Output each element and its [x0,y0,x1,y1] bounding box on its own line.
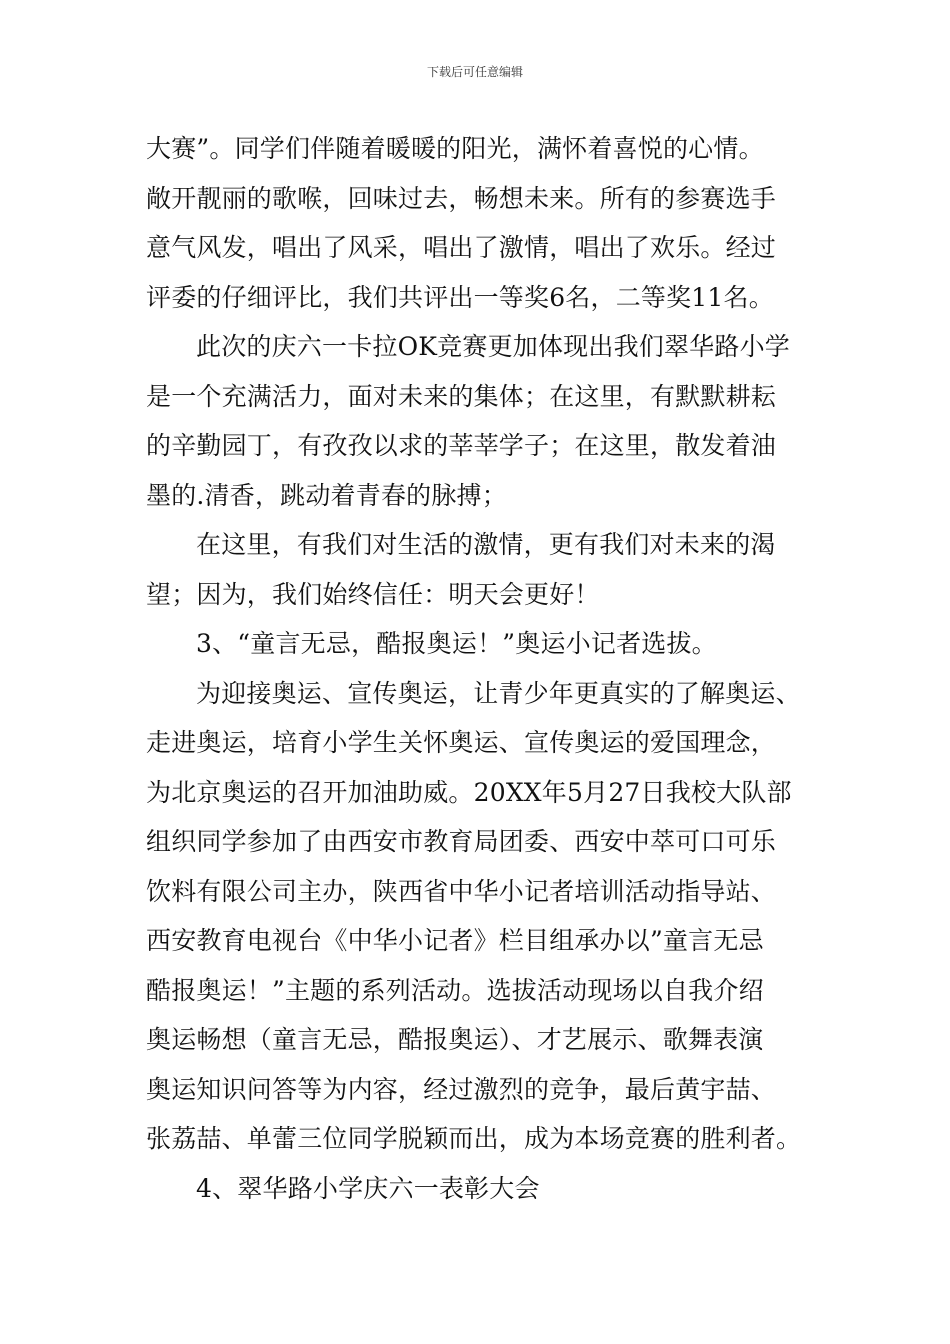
text-line: 大赛”。同学们伴随着暖暖的阳光，满怀着喜悦的心情。 [146,134,764,163]
text-line: 评委的仔细评比，我们共评出一等奖6名，二等奖11名。 [146,282,774,312]
page-header: 下载后可任意编辑 [426,65,523,79]
section-heading [146,619,836,669]
text-line: 张荔喆、单蕾三位同学脱颖而出，成为本场竞赛的胜利者。 [146,1124,802,1153]
text-line: 意气风发，唱出了风采，唱出了激情，唱出了欢乐。经过 [146,233,777,262]
text-line: 奥运畅想（童言无忌，酷报奥运）、才艺展示、歌舞表演 [146,1025,764,1054]
text-line: 西安教育电视台《中华小记者》栏目组承办以”童言无忌 [146,926,764,955]
text-line: 的辛勤园丁，有孜孜以求的莘莘学子；在这里，散发着油 [146,431,777,460]
text-line: 为北京奥运的召开加油助威。20XX年5月27日我校大队部 [146,777,792,807]
text-line: 敞开靓丽的歌喉，回味过去，畅想未来。所有的参赛选手 [146,183,777,213]
section-heading [146,1164,836,1214]
document-body [146,124,836,1213]
text-line: 4、翠华路小学庆六一表彰大会 [196,1173,540,1203]
text-line: 墨的.清香，跳动着青春的脉搏； [146,480,507,510]
text-line: 是一个充满活力，面对未来的集体；在这里，有默默耕耘 [146,381,777,411]
text-line: 为迎接奥运、宣传奥运，让青少年更真实的了解奥运、 [196,678,801,708]
text-line: 此次的庆六一卡拉OK竞赛更加体现出我们翠华路小学 [196,332,790,361]
paragraph [146,669,836,1164]
paragraph [146,520,836,619]
text-line: 饮料有限公司主办，陕西省中华小记者培训活动指导站、 [146,876,777,906]
paragraph [146,322,836,520]
text-line: 望；因为，我们始终信任：明天会更好！ [146,579,600,609]
text-line: 组织同学参加了由西安市教育局团委、西安中萃可口可乐 [146,827,777,856]
text-line: 在这里，有我们对生活的激情，更有我们对未来的渴 [196,530,776,559]
text-line: 酷报奥运！”主题的系列活动。选拔活动现场以自我介绍 [146,975,764,1005]
text-line: 走进奥运，培育小学生关怀奥运、宣传奥运的爱国理念， [146,728,777,757]
text-line: 3、“童言无忌，酷报奥运！”奥运小记者选拔。 [196,629,717,658]
paragraph [146,124,836,322]
text-line: 奥运知识问答等为内容，经过激烈的竞争，最后黄宇喆、 [146,1074,777,1104]
